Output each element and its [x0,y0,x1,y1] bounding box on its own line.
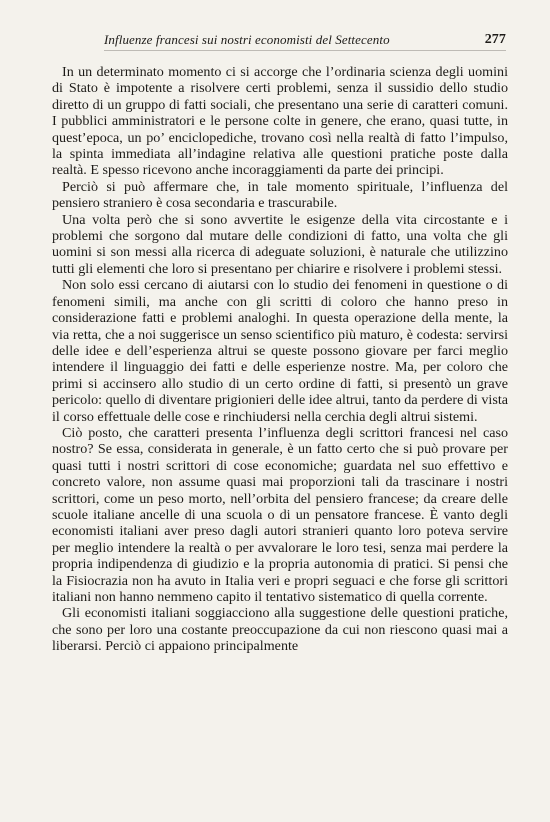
paragraph: Gli economisti italiani soggiacciono alla suggestione delle questioni pratiche, che sono per loro una costante preoccupazione da cui non riescono quasi mai a liberarsi. Perciò ci appaiono principalmente [52,605,508,655]
header-rule [104,50,506,51]
paragraph: Una volta però che si sono avvertite le esigenze della vita circostante e i problemi che sorgono dal mutare delle condizioni di fatto, una volta che gli uomini si son messi alla ricerca di adeguate soluzioni, è naturale che utilizzino tutti gli elementi che loro si presentano per chiarire e risolvere i problemi stessi. [52,211,508,277]
paragraph: In un determinato momento ci si accorge che l’ordinaria scienza degli uomini di Stato è impotente a risolvere certi problemi, senza il sussidio dello studio diretto di un gruppo di fatti sociali, che presentano una serie di caratteri comuni. I pubblici amministratori e le persone colte in genere, che erano, quasi tutte, in quest’epoca, un po’ enciclopediche, trovano così nella realtà di fatto l’impulso, la spinta immediata all’indagine relativa alle questioni pratiche poste dalla realtà. E spesso ricevono anche incoraggiamenti da parte dei principi. [52,64,508,179]
running-head [104,32,506,52]
paragraph: Non solo essi cercano di aiutarsi con lo studio dei fenomeni in questione o di fenomeni simili, ma anche con gli scritti di coloro che hanno preso in considerazione fatti e problemi analoghi. In questa operazione della mente, la via retta, che a noi suggerisce un senso scientifico più maturo, è codesta: servirsi delle idee e dell’esperienza altrui se queste possono giovare per farci meglio intendere il linguaggio dei fatti e delle esperienze nostre. Ma, per coloro che primi si accinsero allo studio di un certo ordine di fatti, si presentò un grave pericolo: quello di diventare prigionieri delle idee altrui, tanto da perdere di vista il corso effettuale delle cose e rinchiudersi nella cerchia degli altrui sistemi. [52,277,508,425]
paragraph: Perciò si può affermare che, in tale momento spirituale, l’influenza del pensiero straniero è cosa secondaria e trascurabile. [52,178,508,212]
paragraph: Ciò posto, che caratteri presenta l’influenza degli scrittori francesi nel caso nostro? Se essa, considerata in generale, è un fatto certo che si può provare per quasi tutti i nostri scrittori di cose economiche; guardata nel suo effettivo e concreto valore, non assume quasi mai proporzioni tali da trascinare i nostri scrittori, come un peso morto, nell’orbita del pensiero francese; da creare delle scuole italiane ancelle di una scuola o di un pensatore francese. È vanto degli economisti italiani aver preso dagli autori stranieri quanto loro poteva servire per meglio intendere la realtà o per avvalorare le loro tesi, senza mai perdere la propria indipendenza di giudizio e la propria autonomia di pratici. Si pensi che la Fisiocrazia non ha avuto in Italia veri e propri seguaci e che forse gli scrittori italiani non hanno nemmeno capito il tentativo sistematico di quella corrente. [52,424,508,605]
body-text [52,64,508,655]
page-number: 277 [484,32,506,47]
running-title: Influenze francesi sui nostri economisti del Settecento [104,32,390,47]
